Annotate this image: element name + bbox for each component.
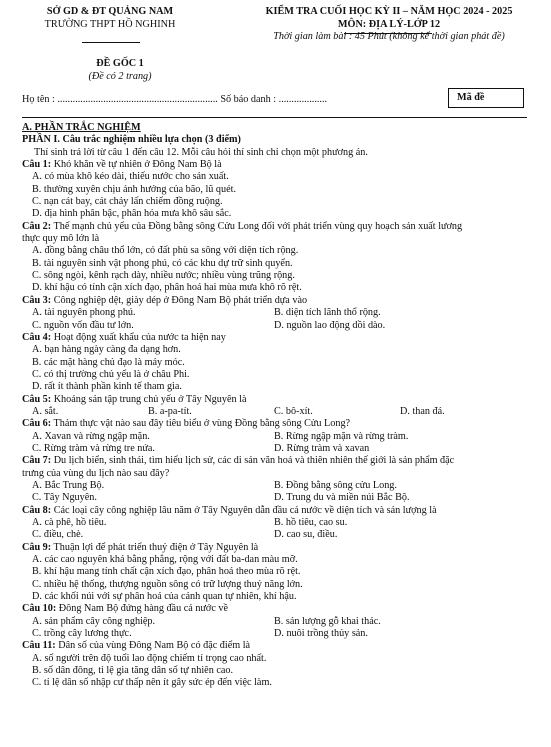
option-row [22,480,534,492]
question-label: Câu 11: [22,640,56,652]
question-6 [22,418,534,430]
question-text: Thuận lợi để phát triển thuỷ điện ở Tây Nguyên là [53,541,259,553]
question-text: Khó khăn về tự nhiên ở Đông Nam Bộ là [53,159,222,171]
option: A. sắt. [32,405,59,417]
part-title: PHẦN I. Câu trắc nghiệm nhiều lựa chọn (3 điểm) [22,134,241,146]
option: C. nguồn vốn đầu tư lớn. [32,319,134,331]
exam-body [22,122,534,690]
option: B. hồ tiêu, cao su. [274,517,348,528]
time-note: Thời gian làm bài : 45 Phút (không kể thời gian phát đề) [273,31,505,42]
option: A. cà phê, hồ tiêu. [32,517,107,528]
instruction: Thí sinh trả lời từ câu 1 đến câu 12. Mỗi câu hỏi thí sinh chỉ chọn một phương án. [34,146,368,158]
option: C. trồng cây lương thực. [32,628,132,640]
option-row [22,443,534,455]
option-row [22,517,534,529]
question-1 [22,159,534,171]
option: B. các mặt hàng chủ đạo là máy móc. [32,356,185,368]
question-text: Đông Nam Bộ đứng hàng đầu cả nước về [58,603,228,615]
option: C. nạn cát bay, cát chảy lấn chiếm đồng ruộng. [32,196,223,208]
question-text-continued: trưng của vùng du lịch nào sau đây? [22,467,170,479]
school-name: TRƯỜNG THPT HỒ NGHINH [44,18,176,30]
option: A. bạn hàng ngày càng đa dạng hơn. [32,344,181,356]
option: B. số dân đông, tỉ lệ gia tăng dân số tự nhiên cao. [32,665,234,677]
question-text: Du lịch biển, sinh thái, tìm hiểu lịch sử, các di sản văn hoá và thiên nhiên thế giới là sản phẩm đặc [53,455,455,467]
section-title: A. PHẦN TRẮC NGHIỆM [22,122,141,133]
option: A. đồng bằng châu thổ lớn, có đất phù sa sông với diện tích rộng. [32,245,299,257]
version-block [60,58,180,83]
option-row [22,431,534,443]
option: D. than đá. [400,405,445,417]
option: C. bô-xít. [274,405,313,417]
question-text: Dân số của vùng Đông Nam Bộ có đặc điểm là [58,640,251,652]
option: D. Trung du và miền núi Bắc Bộ. [274,492,410,504]
option: D. địa hình phân bậc, phân hóa mưa khô sâu sắc. [32,208,232,220]
question-text: Khoáng sản tập trung chủ yếu ở Tây Nguyên là [53,393,247,405]
question-label: Câu 8: [22,504,52,516]
question-8 [22,505,534,517]
option-row [22,320,534,332]
option: A. Xavan và rừng ngập mặn. [32,430,150,442]
question-text: Thảm thực vật nào sau đây tiêu biểu ở vùng Đồng bằng sông Cửu Long? [53,418,351,430]
question-text: Các loại cây công nghiệp lâu năm ở Tây Nguyên dẫn đầu cả nước về diện tích và sản lượng là [53,504,437,516]
question-10 [22,603,534,615]
subject-title: MÔN: ĐỊA LÝ-LỚP 12 [337,18,441,30]
question-text: Công nghiệp dệt, giày dép ở Đông Nam Bộ phát triển dựa vào [53,294,308,306]
question-label: Câu 4: [22,331,52,343]
option: A. số người trên độ tuổi lao động chiếm tỉ trọng cao nhất. [32,652,267,664]
option: B. sản lượng gỗ khai thác. [274,615,381,627]
question-label: Câu 1: [22,159,52,171]
option: D. khí hậu có tính cận xích đạo, phân hoá hai mùa mưa khô rõ rệt. [32,282,302,294]
option: B. thường xuyên chịu ảnh hưởng của bão, lũ quét. [32,183,237,195]
option: C. tỉ lệ dân số nhập cư thấp nên ít gây sức ép đến việc làm. [32,677,272,689]
option: C. Tây Nguyên. [32,492,97,504]
option-row [22,529,534,541]
option: D. Rừng tràm và xavan [274,442,370,454]
option: C. Rừng tràm và rừng tre nứa. [32,442,155,454]
option-row [22,307,534,319]
question-label: Câu 9: [22,541,52,553]
option: C. nhiều hệ thống, thượng nguồn sông có trữ lượng thuỷ năng lớn. [32,578,303,590]
question-text-continued: thực quy mô lớn là [22,233,100,245]
header-right [232,6,546,44]
question-3 [22,295,534,307]
option: B. khí hậu mang tính chất cận xích đạo, phân hoá theo mùa rõ rệt. [32,566,301,578]
option: D. rất ít thành phần kinh tế tham gia. [32,381,182,393]
question-4 [22,332,534,344]
question-label: Câu 10: [22,603,57,615]
option-row [22,492,534,504]
divider [22,117,527,118]
question-2 [22,221,534,233]
option: B. Đồng bằng sông cửu Long. [274,479,397,491]
option: A. sản phẩm cây công nghiệp. [32,615,156,627]
exam-version: ĐỀ GỐC 1 [96,58,144,69]
page-count: (Đề có 2 trang) [88,70,152,82]
option: A. các cao nguyên khá bằng phẳng, rộng với đất ba-dan màu mỡ. [32,554,298,566]
exam-code-box: Mã đề [448,88,524,108]
question-text: Hoạt động xuất khẩu của nước ta hiện nay [53,331,226,343]
option: C. có thị trường chủ yếu là ở châu Phi. [32,368,190,380]
option: B. a-pa-tít. [148,405,192,417]
option: C. điều, chè. [32,529,84,541]
option: B. Rừng ngập mặn và rừng tràm. [274,430,409,442]
option-row [22,616,534,628]
question-label: Câu 2: [22,220,52,232]
header-left [10,6,210,31]
option: D. nuôi trồng thủy sản. [274,628,368,640]
option: A. Bắc Trung Bộ. [32,479,105,491]
exam-title: KIỂM TRA CUỐI HỌC KỲ II – NĂM HỌC 2024 - 2025 [265,6,513,17]
option-row [22,628,534,640]
question-label: Câu 7: [22,455,52,467]
question-label: Câu 5: [22,393,52,405]
divider [82,42,140,43]
option: D. nguồn lao động dồi dào. [274,319,386,331]
question-label: Câu 3: [22,294,52,306]
department-name: SỞ GD & ĐT QUẢNG NAM [46,6,174,17]
option: D. các khối núi với sự phân hoá của cảnh quan tự nhiên, khí hậu. [32,591,297,603]
question-5 [22,394,534,406]
question-label: Câu 6: [22,418,52,430]
divider [344,33,432,34]
question-7 [22,455,534,467]
option: B. diện tích lãnh thổ rộng. [274,307,381,319]
option: B. tài nguyên sinh vật phong phú, có các khu dự trữ sinh quyển. [32,257,293,269]
question-11 [22,640,534,652]
student-info-line: Họ tên : ............................................................... Số báo danh : ................... [22,94,328,105]
option: C. sông ngòi, kênh rạch dày, nhiều nước; nhiều vùng trũng rộng. [32,270,295,282]
question-text: Thế mạnh chủ yếu của Đồng bằng sông Cửu Long đối với phát triển vùng quy hoạch sản xuất lương [53,220,463,232]
option: D. cao su, điều. [274,529,338,541]
option: A. có mùa khô kéo dài, thiếu nước cho sản xuất. [32,171,229,183]
question-9 [22,542,534,554]
option-row [22,406,534,418]
option: A. tài nguyên phong phú. [32,307,136,319]
